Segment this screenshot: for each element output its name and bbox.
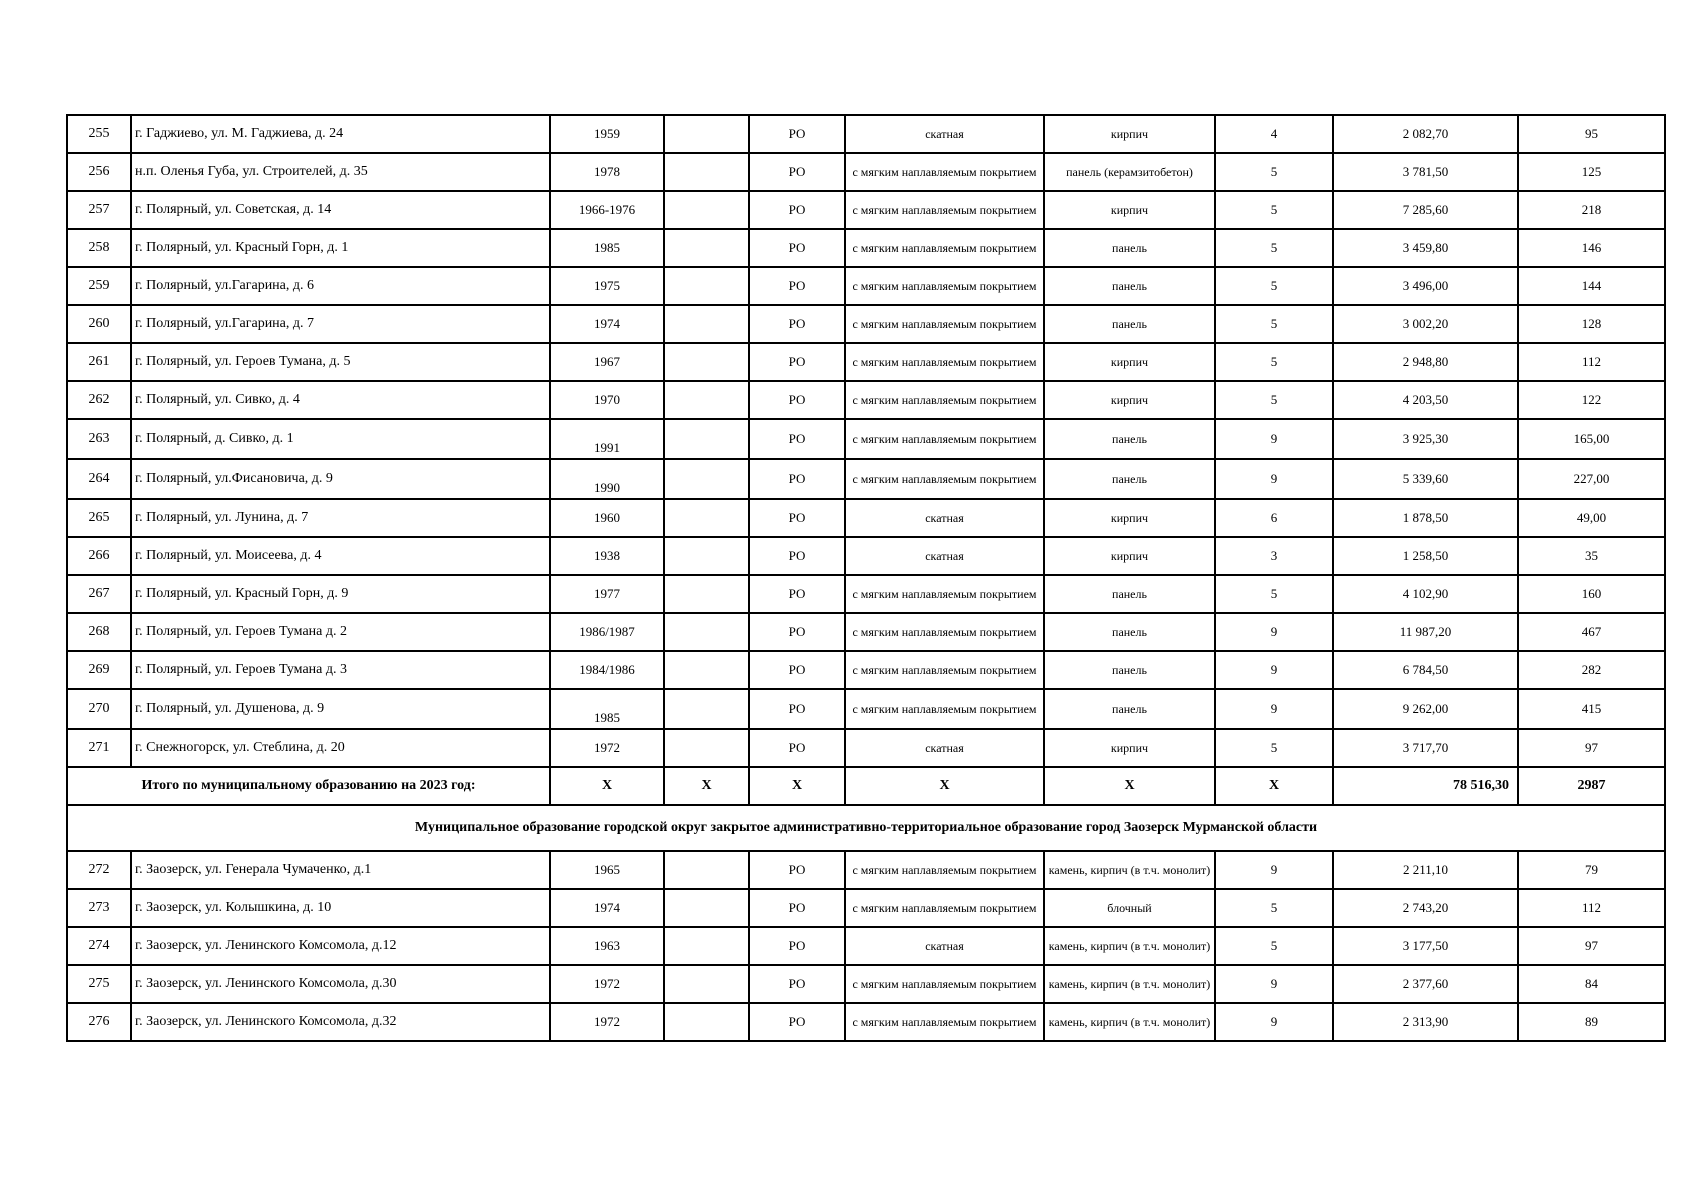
table-row [67,1003,1665,1041]
row-roof-type: скатная [845,729,1044,767]
row-area: 3 177,50 [1333,927,1518,965]
row-floors: 5 [1215,305,1333,343]
row-wall-material: панель [1044,613,1215,651]
table-row [67,267,1665,305]
row-floors: 3 [1215,537,1333,575]
row-number: 260 [67,305,131,343]
row-number: 256 [67,153,131,191]
row-wall-material: панель [1044,651,1215,689]
row-floors: 4 [1215,115,1333,153]
row-address: г. Заозерск, ул. Ленинского Комсомола, д.12 [131,927,550,965]
row-year: 1977 [550,575,664,613]
row-empty-cell [664,191,749,229]
row-address: г. Полярный, ул. Героев Тумана д. 2 [131,613,550,651]
row-empty-cell [664,965,749,1003]
row-wall-material: панель [1044,305,1215,343]
row-floors: 5 [1215,153,1333,191]
row-floors: 9 [1215,419,1333,459]
row-area: 2 743,20 [1333,889,1518,927]
row-wall-material: камень, кирпич (в т.ч. монолит) [1044,927,1215,965]
row-wall-material: камень, кирпич (в т.ч. монолит) [1044,1003,1215,1041]
row-area: 1 258,50 [1333,537,1518,575]
row-area: 3 925,30 [1333,419,1518,459]
row-area: 2 082,70 [1333,115,1518,153]
row-floors: 5 [1215,889,1333,927]
total-x-mark: X [664,767,749,805]
row-wall-material: панель (керамзитобетон) [1044,153,1215,191]
total-x-mark: X [845,767,1044,805]
total-label: Итого по муниципальному образованию на 2023 год: [67,767,550,805]
row-system: РО [749,889,845,927]
row-number: 265 [67,499,131,537]
row-roof-type: с мягким наплавляемым покрытием [845,651,1044,689]
row-system: РО [749,381,845,419]
row-residents: 112 [1518,343,1665,381]
row-roof-type: с мягким наплавляемым покрытием [845,419,1044,459]
table-row [67,381,1665,419]
row-residents: 128 [1518,305,1665,343]
row-address: г. Полярный, ул.Фисановича, д. 9 [131,459,550,499]
row-roof-type: с мягким наплавляемым покрытием [845,613,1044,651]
row-empty-cell [664,115,749,153]
row-address: г. Полярный, ул. Сивко, д. 4 [131,381,550,419]
row-address: г. Гаджиево, ул. М. Гаджиева, д. 24 [131,115,550,153]
row-system: РО [749,191,845,229]
row-area: 2 211,10 [1333,851,1518,889]
row-wall-material: панель [1044,689,1215,729]
row-system: РО [749,115,845,153]
table-total-body [67,767,1665,851]
row-roof-type: с мягким наплавляемым покрытием [845,191,1044,229]
row-system: РО [749,305,845,343]
row-system: РО [749,229,845,267]
row-number: 274 [67,927,131,965]
row-number: 271 [67,729,131,767]
row-number: 263 [67,419,131,459]
row-year: 1963 [550,927,664,965]
row-empty-cell [664,575,749,613]
row-year: 1960 [550,499,664,537]
row-year: 1966-1976 [550,191,664,229]
total-area: 78 516,30 [1333,767,1518,805]
row-floors: 5 [1215,229,1333,267]
row-floors: 9 [1215,965,1333,1003]
row-system: РО [749,851,845,889]
row-system: РО [749,965,845,1003]
row-system: РО [749,153,845,191]
row-wall-material: кирпич [1044,729,1215,767]
row-residents: 125 [1518,153,1665,191]
row-system: РО [749,1003,845,1041]
row-empty-cell [664,229,749,267]
total-residents: 2987 [1518,767,1665,805]
row-number: 259 [67,267,131,305]
row-wall-material: кирпич [1044,115,1215,153]
row-address: г. Полярный, ул.Гагарина, д. 7 [131,305,550,343]
table-row [67,927,1665,965]
row-year: 1990 [550,459,664,499]
row-area: 4 102,90 [1333,575,1518,613]
row-empty-cell [664,267,749,305]
row-year: 1970 [550,381,664,419]
row-year: 1974 [550,889,664,927]
row-system: РО [749,499,845,537]
row-roof-type: с мягким наплавляемым покрытием [845,267,1044,305]
row-empty-cell [664,651,749,689]
row-empty-cell [664,889,749,927]
row-roof-type: скатная [845,115,1044,153]
row-number: 275 [67,965,131,1003]
row-roof-type: с мягким наплавляемым покрытием [845,343,1044,381]
row-system: РО [749,267,845,305]
row-wall-material: панель [1044,229,1215,267]
row-year: 1986/1987 [550,613,664,651]
row-wall-material: камень, кирпич (в т.ч. монолит) [1044,965,1215,1003]
row-address: г. Полярный, ул. Героев Тумана д. 3 [131,651,550,689]
row-year: 1974 [550,305,664,343]
row-address: г. Заозерск, ул. Генерала Чумаченко, д.1 [131,851,550,889]
row-empty-cell [664,381,749,419]
total-row [67,767,1665,805]
row-area: 5 339,60 [1333,459,1518,499]
row-roof-type: с мягким наплавляемым покрытием [845,229,1044,267]
row-residents: 122 [1518,381,1665,419]
row-system: РО [749,651,845,689]
row-roof-type: скатная [845,537,1044,575]
row-floors: 9 [1215,851,1333,889]
row-floors: 5 [1215,267,1333,305]
row-residents: 95 [1518,115,1665,153]
row-floors: 6 [1215,499,1333,537]
row-address: г. Полярный, ул. Моисеева, д. 4 [131,537,550,575]
row-residents: 467 [1518,613,1665,651]
row-number: 258 [67,229,131,267]
row-year: 1965 [550,851,664,889]
row-empty-cell [664,689,749,729]
housing-table [66,114,1666,1042]
row-residents: 146 [1518,229,1665,267]
row-number: 262 [67,381,131,419]
row-area: 7 285,60 [1333,191,1518,229]
row-residents: 35 [1518,537,1665,575]
row-area: 3 496,00 [1333,267,1518,305]
table-row [67,965,1665,1003]
row-number: 268 [67,613,131,651]
row-number: 261 [67,343,131,381]
row-address: г. Заозерск, ул. Ленинского Комсомола, д.30 [131,965,550,1003]
row-roof-type: с мягким наплавляемым покрытием [845,1003,1044,1041]
table-body-part-1 [67,115,1665,767]
row-address: г. Полярный, ул. Красный Горн, д. 1 [131,229,550,267]
row-number: 273 [67,889,131,927]
row-number: 272 [67,851,131,889]
row-wall-material: панель [1044,575,1215,613]
row-roof-type: с мягким наплавляемым покрытием [845,689,1044,729]
row-floors: 5 [1215,575,1333,613]
row-year: 1978 [550,153,664,191]
row-empty-cell [664,927,749,965]
row-area: 11 987,20 [1333,613,1518,651]
row-wall-material: кирпич [1044,537,1215,575]
row-residents: 49,00 [1518,499,1665,537]
row-year: 1959 [550,115,664,153]
row-roof-type: с мягким наплавляемым покрытием [845,575,1044,613]
row-area: 2 313,90 [1333,1003,1518,1041]
row-empty-cell [664,343,749,381]
table-row [67,343,1665,381]
row-number: 276 [67,1003,131,1041]
table-row [67,229,1665,267]
table-row [67,153,1665,191]
row-wall-material: кирпич [1044,381,1215,419]
row-area: 4 203,50 [1333,381,1518,419]
row-floors: 5 [1215,729,1333,767]
row-roof-type: скатная [845,499,1044,537]
row-address: г. Полярный, ул. Героев Тумана, д. 5 [131,343,550,381]
row-area: 3 717,70 [1333,729,1518,767]
row-number: 255 [67,115,131,153]
row-empty-cell [664,419,749,459]
row-system: РО [749,575,845,613]
table-row [67,419,1665,459]
row-residents: 282 [1518,651,1665,689]
row-roof-type: с мягким наплавляемым покрытием [845,851,1044,889]
table-row [67,459,1665,499]
row-number: 257 [67,191,131,229]
row-number: 264 [67,459,131,499]
row-floors: 5 [1215,381,1333,419]
row-number: 266 [67,537,131,575]
row-system: РО [749,459,845,499]
table-row [67,537,1665,575]
row-empty-cell [664,1003,749,1041]
row-floors: 9 [1215,651,1333,689]
row-area: 3 781,50 [1333,153,1518,191]
table-row [67,613,1665,651]
row-system: РО [749,927,845,965]
row-year: 1984/1986 [550,651,664,689]
row-year: 1972 [550,965,664,1003]
row-year: 1967 [550,343,664,381]
row-address: г. Заозерск, ул. Ленинского Комсомола, д.32 [131,1003,550,1041]
row-roof-type: с мягким наплавляемым покрытием [845,305,1044,343]
row-system: РО [749,689,845,729]
row-area: 6 784,50 [1333,651,1518,689]
row-floors: 5 [1215,927,1333,965]
row-wall-material: панель [1044,419,1215,459]
row-system: РО [749,537,845,575]
row-wall-material: камень, кирпич (в т.ч. монолит) [1044,851,1215,889]
table-row [67,305,1665,343]
row-year: 1972 [550,729,664,767]
table-row [67,191,1665,229]
row-roof-type: скатная [845,927,1044,965]
row-residents: 84 [1518,965,1665,1003]
total-x-mark: X [749,767,845,805]
row-year: 1985 [550,229,664,267]
row-floors: 5 [1215,343,1333,381]
row-roof-type: с мягким наплавляемым покрытием [845,889,1044,927]
row-address: г. Полярный, ул. Советская, д. 14 [131,191,550,229]
row-empty-cell [664,499,749,537]
row-floors: 5 [1215,191,1333,229]
row-floors: 9 [1215,459,1333,499]
row-residents: 227,00 [1518,459,1665,499]
row-year: 1991 [550,419,664,459]
row-system: РО [749,419,845,459]
row-empty-cell [664,851,749,889]
row-residents: 89 [1518,1003,1665,1041]
row-address: г. Снежногорск, ул. Стеблина, д. 20 [131,729,550,767]
row-wall-material: блочный [1044,889,1215,927]
section-title: Муниципальное образование городской округ закрытое административно-территориальное образование город Заозерск Мурманской области [67,805,1665,851]
total-x-mark: X [550,767,664,805]
row-empty-cell [664,729,749,767]
row-residents: 144 [1518,267,1665,305]
row-wall-material: кирпич [1044,499,1215,537]
row-area: 9 262,00 [1333,689,1518,729]
row-area: 3 002,20 [1333,305,1518,343]
row-year: 1972 [550,1003,664,1041]
row-area: 1 878,50 [1333,499,1518,537]
row-wall-material: панель [1044,267,1215,305]
table-row [67,851,1665,889]
row-roof-type: с мягким наплавляемым покрытием [845,459,1044,499]
row-residents: 218 [1518,191,1665,229]
row-empty-cell [664,459,749,499]
table-body-part-2 [67,851,1665,1041]
row-system: РО [749,729,845,767]
table-row [67,651,1665,689]
row-number: 269 [67,651,131,689]
row-system: РО [749,343,845,381]
row-residents: 97 [1518,729,1665,767]
row-residents: 112 [1518,889,1665,927]
table-row [67,889,1665,927]
row-wall-material: кирпич [1044,191,1215,229]
row-year: 1975 [550,267,664,305]
row-address: г. Полярный, ул.Гагарина, д. 6 [131,267,550,305]
row-residents: 165,00 [1518,419,1665,459]
row-address: г. Заозерск, ул. Колышкина, д. 10 [131,889,550,927]
table-row [67,575,1665,613]
section-header-row [67,805,1665,851]
row-empty-cell [664,305,749,343]
row-roof-type: с мягким наплавляемым покрытием [845,153,1044,191]
row-roof-type: с мягким наплавляемым покрытием [845,965,1044,1003]
row-floors: 9 [1215,689,1333,729]
row-empty-cell [664,153,749,191]
row-system: РО [749,613,845,651]
row-address: г. Полярный, д. Сивко, д. 1 [131,419,550,459]
row-empty-cell [664,537,749,575]
row-residents: 97 [1518,927,1665,965]
row-roof-type: с мягким наплавляемым покрытием [845,381,1044,419]
row-number: 267 [67,575,131,613]
row-area: 2 948,80 [1333,343,1518,381]
table-row [67,689,1665,729]
row-residents: 79 [1518,851,1665,889]
row-year: 1938 [550,537,664,575]
row-year: 1985 [550,689,664,729]
row-residents: 415 [1518,689,1665,729]
row-area: 2 377,60 [1333,965,1518,1003]
row-area: 3 459,80 [1333,229,1518,267]
row-wall-material: кирпич [1044,343,1215,381]
row-empty-cell [664,613,749,651]
row-address: г. Полярный, ул. Душенова, д. 9 [131,689,550,729]
table-row [67,729,1665,767]
table-row [67,499,1665,537]
row-address: н.п. Оленья Губа, ул. Строителей, д. 35 [131,153,550,191]
row-floors: 9 [1215,1003,1333,1041]
row-floors: 9 [1215,613,1333,651]
row-residents: 160 [1518,575,1665,613]
row-number: 270 [67,689,131,729]
total-x-mark: X [1044,767,1215,805]
total-x-mark: X [1215,767,1333,805]
row-wall-material: панель [1044,459,1215,499]
table-row [67,115,1665,153]
row-address: г. Полярный, ул. Лунина, д. 7 [131,499,550,537]
row-address: г. Полярный, ул. Красный Горн, д. 9 [131,575,550,613]
